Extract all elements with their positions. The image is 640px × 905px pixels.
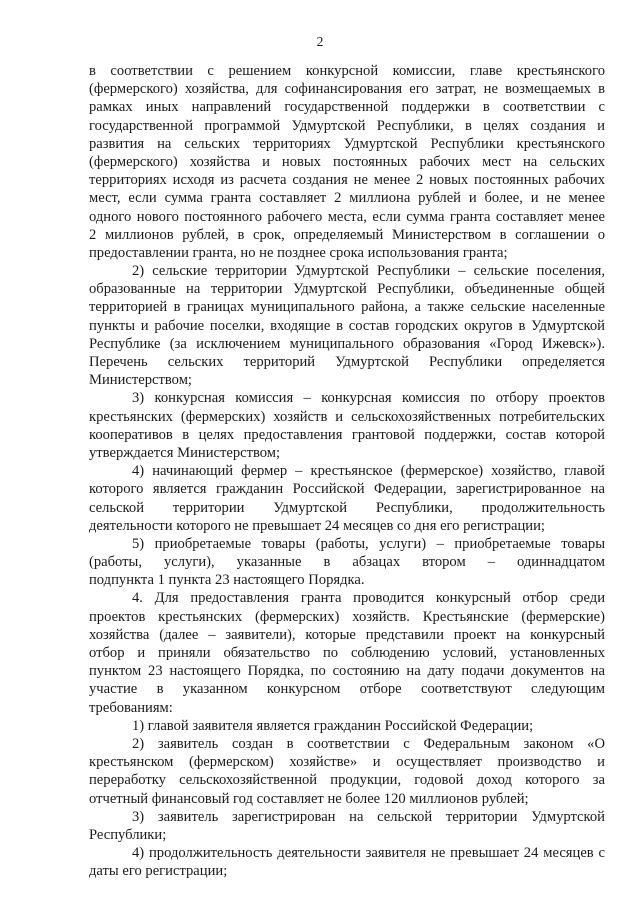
text-line: отбор и приняли обязательство по соблюдению условий, установленных [89, 645, 605, 661]
text-line: территориях исходя из расчета создания не менее 2 новых постоянных рабочих [89, 172, 605, 189]
text-line: территорией в границах муниципального района, а также сельские населенные [89, 299, 605, 316]
text-line: крестьянских (фермерских) хозяйств и сельскохозяйственных потребительских [89, 408, 605, 425]
text-line: (работы, услуги), указанные в абзацах втором – одиннадцатом [89, 554, 605, 571]
text-line: даты его регистрации; [89, 863, 228, 880]
text-line: государственной программой Удмуртской Республики, в целях создания и [89, 117, 605, 134]
text-line: 2) сельские территории Удмуртской Республики – сельские поселения, [132, 263, 605, 280]
text-line: предоставлении гранта, но не позднее срока использования гранта; [89, 244, 508, 261]
text-line: 3) конкурсная комиссия – конкурсная комиссия по отбору проектов [132, 390, 605, 407]
text-line: 2) заявитель создан в соответствии с Федеральным законом «О [132, 735, 605, 752]
text-line: сельской территории Удмуртской Республики, продолжительность [89, 499, 605, 516]
text-line: 4. Для предоставления гранта проводится конкурсный отбор среди [132, 590, 605, 607]
text-line: подпункта 1 пункта 23 настоящего Порядка. [89, 572, 365, 589]
text-line: крестьянском (фермерском) хозяйстве» и осуществляет производство и [89, 754, 605, 771]
text-line: требованиям: [89, 699, 173, 716]
text-line: кооперативов в целях предоставления грантовой поддержки, состав которой [89, 426, 605, 443]
page-number: 2 [316, 34, 324, 49]
text-line: пункты и рабочие поселки, входящие в состав городских округов в Удмуртской [89, 317, 605, 334]
text-line: отчетный финансовый год составляет не более 120 миллионов рублей; [89, 790, 529, 807]
text-line: 4) продолжительность деятельности заявителя не превышает 24 месяцев с [132, 845, 605, 862]
document-body [89, 62, 605, 880]
text-line: 5) приобретаемые товары (работы, услуги) – приобретаемые товары [132, 535, 605, 552]
text-line: (фермерского) хозяйства, для софинансирования его затрат, не возмещаемых в [89, 81, 605, 98]
text-line: проектов крестьянских (фермерских) хозяйств. Крестьянские (фермерские) [89, 608, 605, 625]
text-line: в соответствии с решением конкурсной комиссии, главе крестьянского [89, 63, 605, 79]
text-line: мест, если сумма гранта составляет 2 миллиона рублей и более, и не менее [89, 190, 605, 207]
text-line: 2 миллионов рублей, в срок, определяемый Министерством в соглашении о [89, 226, 605, 243]
text-line: пунктом 23 настоящего Порядка, по состоянию на дату подачи документов на [89, 663, 605, 680]
text-line: 4) начинающий фермер – крестьянское (фермерское) хозяйство, главой [132, 463, 605, 480]
text-line: образованные на территории Удмуртской Республики, объединенные общей [89, 281, 605, 298]
text-line: деятельности которого не превышает 24 месяцев со дня его регистрации; [89, 517, 545, 534]
text-line: Республике (за исключением муниципального образования «Город Ижевск»). [89, 335, 605, 352]
text-line: одного нового постоянного рабочего места, если сумма гранта составляет менее [89, 208, 605, 225]
text-line: рамках иных направлений государственной поддержки в соответствии с [89, 99, 605, 116]
text-line: развития на сельских территориях Удмуртской Республики крестьянского [89, 135, 605, 152]
text-line: Министерством; [89, 372, 192, 389]
text-line: 3) заявитель зарегистрирован на сельской территории Удмуртской [132, 808, 605, 825]
text-line: (фермерского) хозяйства и новых постоянных рабочих мест на сельских [89, 153, 605, 170]
text-line: участие в указанном конкурсном отборе соответствуют следующим [89, 681, 605, 698]
text-line: Республики; [89, 826, 167, 843]
text-line: хозяйства (далее – заявители), которые представили проект на конкурсный [89, 626, 605, 643]
text-line: которого является гражданин Российской Федерации, зарегистрированное на [89, 481, 605, 498]
text-line: Перечень сельских территорий Удмуртской Республики определяется [89, 354, 605, 370]
text-line: утверждается Министерством; [89, 444, 281, 461]
text-line: 1) главой заявителя является гражданин Российской Федерации; [132, 717, 534, 734]
text-line: переработку сельскохозяйственной продукции, годовой доход которого за [89, 772, 605, 789]
